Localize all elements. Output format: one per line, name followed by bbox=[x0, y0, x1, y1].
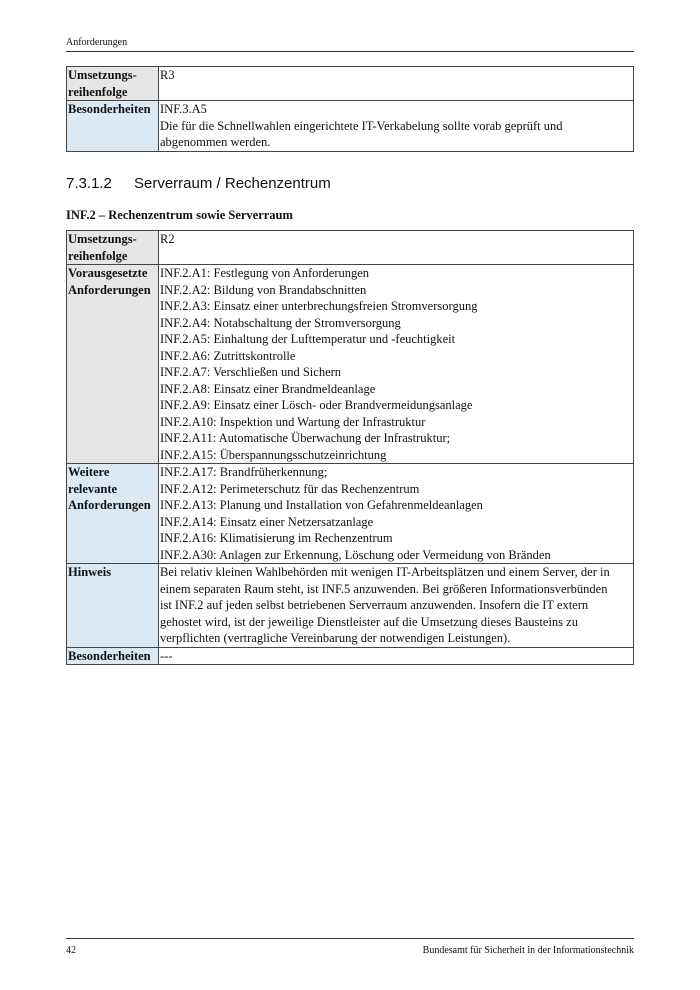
table-row bbox=[67, 101, 634, 152]
special-notes-label bbox=[67, 101, 159, 152]
special-notes-value bbox=[159, 647, 634, 665]
value-line: INF.3.A5 bbox=[160, 102, 207, 116]
publisher-name: Bundesamt für Sicherheit in der Informationstechnik bbox=[422, 945, 634, 956]
list-item: INF.2.A8: Einsatz einer Brandmeldeanlage bbox=[160, 381, 376, 396]
label-line: Umsetzungs- bbox=[68, 68, 137, 82]
table-row bbox=[67, 231, 634, 265]
section-number: 7.3.1.2 bbox=[66, 175, 112, 192]
list-item: INF.2.A7: Verschließen und Sichern bbox=[160, 365, 342, 379]
list-item: INF.2.A1: Festlegung von Anforderungen bbox=[160, 266, 370, 280]
list-item: INF.2.A6: Zutrittskontrolle bbox=[160, 348, 296, 363]
list-item: INF.2.A11: Automatische Überwachung der Infrastruktur; bbox=[160, 431, 451, 445]
list-item: INF.2.A15: Überspannungsschutzeinrichtung bbox=[160, 447, 387, 462]
running-header-title: Anforderungen bbox=[66, 37, 128, 48]
label-line: Vorausgesetzte bbox=[68, 266, 148, 280]
list-item: INF.2.A9: Einsatz einer Lösch- oder Brandvermeidungsanlage bbox=[160, 398, 473, 412]
running-footer bbox=[66, 938, 634, 956]
table-row bbox=[67, 647, 634, 665]
note-line: Bei relativ kleinen Wahlbehörden mit wenigen IT-Arbeitsplätzen und einem Server, der in bbox=[160, 565, 610, 579]
label-line: reihenfolge bbox=[68, 84, 128, 99]
main-requirements-table bbox=[66, 230, 634, 665]
label-line: reihenfolge bbox=[68, 248, 128, 263]
note-line: gehostet wird, ist der jeweilige Dienstleister auf die Umsetzung dieses Bausteins zu bbox=[160, 614, 578, 629]
value-line: --- bbox=[160, 648, 173, 663]
value-line: R2 bbox=[160, 232, 175, 246]
note-line: ist INF.2 auf jeden selbst betriebenen Serverraum anzuwenden. Insofern die IT extern bbox=[160, 598, 589, 612]
top-requirements-table bbox=[66, 66, 634, 152]
list-item: INF.2.A14: Einsatz einer Netzersatzanlage bbox=[160, 514, 374, 529]
note-line: einem separaten Raum steht, ist INF.5 anzuwenden. Bei größeren Informationsverbünden bbox=[160, 581, 608, 596]
value-line: Die für die Schnellwahlen eingerichtete IT-Verkabelung sollte vorab geprüft und bbox=[160, 118, 563, 133]
note-text bbox=[159, 564, 634, 648]
module-title: INF.2 – Rechenzentrum sowie Serverraum bbox=[66, 208, 293, 222]
section-heading bbox=[66, 175, 331, 192]
list-item: INF.2.A17: Brandfrüherkennung; bbox=[160, 465, 328, 479]
list-item: INF.2.A2: Bildung von Brandabschnitten bbox=[160, 282, 367, 297]
prerequisites-label bbox=[67, 265, 159, 464]
implementation-order-label bbox=[67, 67, 159, 101]
label-line: relevante bbox=[68, 481, 118, 496]
implementation-order-value bbox=[159, 231, 634, 265]
label-line: Hinweis bbox=[68, 565, 112, 579]
table-row bbox=[67, 265, 634, 464]
value-line: abgenommen werden. bbox=[160, 135, 271, 149]
label-line: Besonderheiten bbox=[68, 648, 151, 663]
note-line: verpflichten (vertragliche Vereinbarung der notwendigen Leistungen). bbox=[160, 631, 511, 645]
label-line: Anforderungen bbox=[68, 282, 151, 297]
list-item: INF.2.A30: Anlagen zur Erkennung, Löschung oder Vermeidung von Bränden bbox=[160, 547, 551, 562]
running-header bbox=[66, 37, 634, 52]
further-requirements-label bbox=[67, 464, 159, 564]
list-item: INF.2.A16: Klimatisierung im Rechenzentrum bbox=[160, 531, 393, 545]
further-requirements-list bbox=[159, 464, 634, 564]
label-line: Weitere bbox=[68, 465, 110, 479]
list-item: INF.2.A13: Planung und Installation von Gefahrenmeldeanlagen bbox=[160, 498, 483, 512]
implementation-order-value bbox=[159, 67, 634, 101]
prerequisites-list bbox=[159, 265, 634, 464]
label-line: Umsetzungs- bbox=[68, 232, 137, 246]
table-row bbox=[67, 67, 634, 101]
note-label bbox=[67, 564, 159, 648]
list-item: INF.2.A10: Inspektion und Wartung der Infrastruktur bbox=[160, 414, 426, 429]
value-line: R3 bbox=[160, 68, 175, 82]
label-line: Besonderheiten bbox=[68, 102, 151, 116]
special-notes-label bbox=[67, 647, 159, 665]
section-title: Serverraum / Rechenzentrum bbox=[134, 175, 331, 192]
special-notes-value bbox=[159, 101, 634, 152]
list-item: INF.2.A4: Notabschaltung der Stromversorgung bbox=[160, 315, 401, 330]
list-item: INF.2.A12: Perimeterschutz für das Rechenzentrum bbox=[160, 481, 420, 496]
list-item: INF.2.A5: Einhaltung der Lufttemperatur und -feuchtigkeit bbox=[160, 332, 456, 346]
page-number: 42 bbox=[66, 945, 76, 956]
label-line: Anforderungen bbox=[68, 498, 151, 512]
implementation-order-label bbox=[67, 231, 159, 265]
list-item: INF.2.A3: Einsatz einer unterbrechungsfreien Stromversorgung bbox=[160, 299, 478, 313]
table-row bbox=[67, 564, 634, 648]
table-row bbox=[67, 464, 634, 564]
